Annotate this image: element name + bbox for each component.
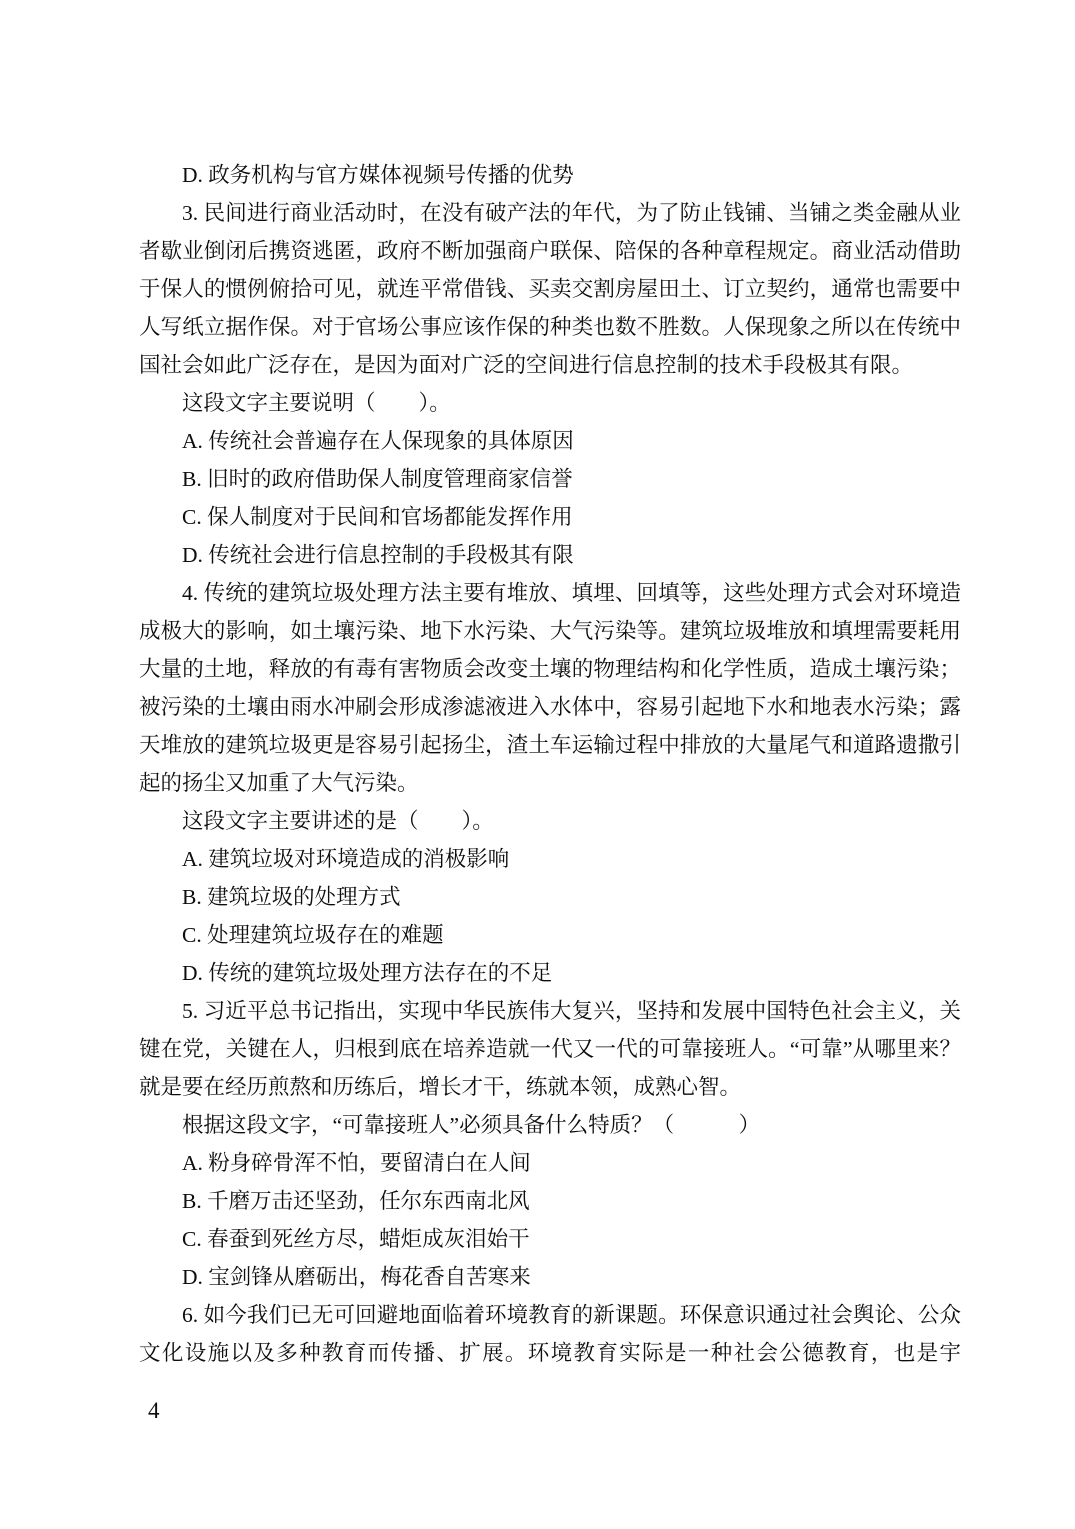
- question-5-option-a: A. 粉身碎骨浑不怕，要留清白在人间: [182, 1151, 531, 1175]
- page-number: 4: [148, 1398, 160, 1423]
- question-5-prompt: 根据这段文字，“可靠接班人”必须具备什么特质？（ ）: [182, 1113, 761, 1137]
- question-3-option-a: A. 传统社会普遍存在人保现象的具体原因: [182, 429, 574, 453]
- question-5-option-c: C. 春蚕到死丝方尽，蜡炬成灰泪始干: [182, 1227, 530, 1251]
- question-4-option-b: B. 建筑垃圾的处理方式: [182, 885, 401, 909]
- question-3-option-c: C. 保人制度对于民间和官场都能发挥作用: [182, 505, 573, 529]
- question-5-stem: 5. 习近平总书记指出，实现中华民族伟大复兴，坚持和发展中国特色社会主义，关键在党，关键在人，归根到底在培养造就一代又一代的可靠接班人。“可靠”从哪里来？就是要在经历煎熬和历练后，增长才干，练就本领，成熟心智。: [139, 999, 961, 1099]
- question-5-option-b: B. 千磨万击还坚劲，任尔东西南北风: [182, 1189, 530, 1213]
- question-2-option-d: D. 政务机构与官方媒体视频号传播的优势: [182, 163, 574, 187]
- question-3-option-d: D. 传统社会进行信息控制的手段极其有限: [182, 543, 574, 567]
- question-6-stem-partial: 6. 如今我们已无可回避地面临着环境教育的新课题。环保意识通过社会舆论、公众文化设施以及多种教育而传播、扩展。环境教育实际是一种社会公德教育，也是宇: [139, 1303, 961, 1365]
- question-3-prompt: 这段文字主要说明（ ）。: [182, 391, 451, 415]
- question-4-option-d: D. 传统的建筑垃圾处理方法存在的不足: [182, 961, 553, 985]
- question-4-option-a: A. 建筑垃圾对环境造成的消极影响: [182, 847, 510, 871]
- question-3-option-b: B. 旧时的政府借助保人制度管理商家信誉: [182, 467, 573, 491]
- question-4-option-c: C. 处理建筑垃圾存在的难题: [182, 923, 444, 947]
- question-5-option-d: D. 宝剑锋从磨砺出，梅花香自苦寒来: [182, 1265, 531, 1289]
- question-4-stem: 4. 传统的建筑垃圾处理方法主要有堆放、填埋、回填等，这些处理方式会对环境造成极大的影响，如土壤污染、地下水污染、大气污染等。建筑垃圾堆放和填埋需要耗用大量的土地，释放的有毒有害物质会改变土壤的物理结构和化学性质，造成土壤污染；被污染的土壤由雨水冲刷会形成渗滤液进入水体中，容易引起地下水和地表水污染；露天堆放的建筑垃圾更是容易引起扬尘，渣土车运输过程中排放的大量尾气和道路遗撒引起的扬尘又加重了大气污染。: [139, 581, 961, 795]
- question-4-prompt: 这段文字主要讲述的是（ ）。: [182, 809, 494, 833]
- question-3-stem: 3. 民间进行商业活动时，在没有破产法的年代，为了防止钱铺、当铺之类金融从业者歇业倒闭后携资逃匿，政府不断加强商户联保、陪保的各种章程规定。商业活动借助于保人的惯例俯拾可见，就连平常借钱、买卖交割房屋田土、订立契约，通常也需要中人写纸立据作保。对于官场公事应该作保的种类也数不胜数。人保现象之所以在传统中国社会如此广泛存在，是因为面对广泛的空间进行信息控制的技术手段极其有限。: [139, 201, 961, 377]
- page-content: [139, 156, 961, 1372]
